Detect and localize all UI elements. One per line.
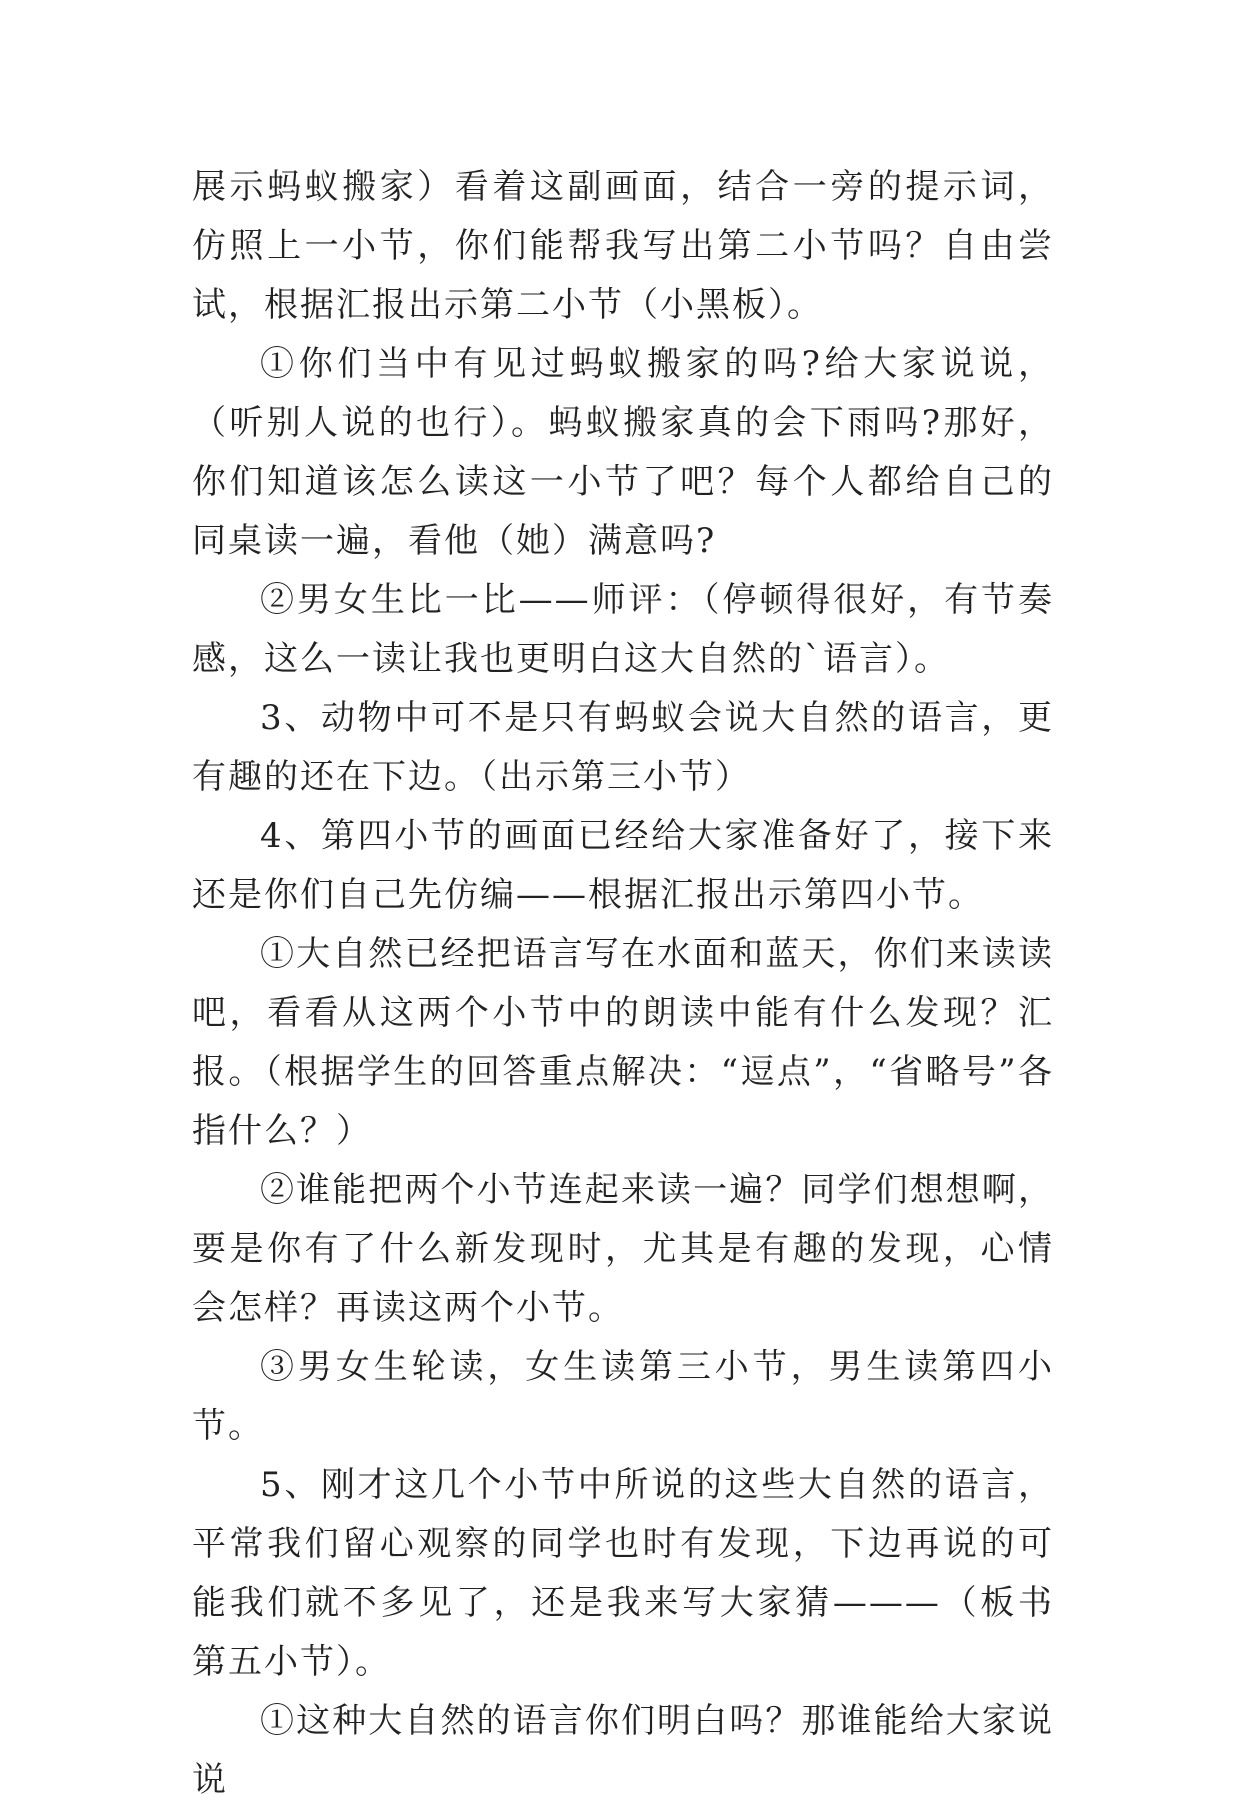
document-body <box>192 158 1054 1810</box>
paragraph-5: 4、第四小节的画面已经给大家准备好了，接下来还是你们自己先仿编——根据汇报出示第四小节。 <box>192 816 1054 915</box>
paragraph-3: ②男女生比一比——师评：（停顿得很好，有节奏感，这么一读让我也更明白这大自然的`语言）。 <box>192 580 1054 679</box>
paragraph-2: ①你们当中有见过蚂蚁搬家的吗?给大家说说，（听别人说的也行）。蚂蚁搬家真的会下雨吗?那好，你们知道该怎么读这一小节了吧？每个人都给自己的同桌读一遍，看他（她）满意吗? <box>192 344 1054 561</box>
paragraph-6: ①大自然已经把语言写在水面和蓝天，你们来读读吧，看看从这两个小节中的朗读中能有什么发现？汇报。（根据学生的回答重点解决：“逗点”，“省略号”各指什么？） <box>192 934 1054 1151</box>
paragraph-4: 3、动物中可不是只有蚂蚁会说大自然的语言，更有趣的还在下边。（出示第三小节） <box>192 698 1054 797</box>
paragraph-10: ①这种大自然的语言你们明白吗？那谁能给大家说说 <box>192 1701 1054 1800</box>
paragraph-8: ③男女生轮读，女生读第三小节，男生读第四小节。 <box>192 1347 1054 1446</box>
paragraph-7: ②谁能把两个小节连起来读一遍？同学们想想啊，要是你有了什么新发现时，尤其是有趣的发现，心情会怎样？再读这两个小节。 <box>192 1170 1054 1328</box>
paragraph-1: 展示蚂蚁搬家）看着这副画面，结合一旁的提示词，仿照上一小节，你们能帮我写出第二小节吗？自由尝试，根据汇报出示第二小节（小黑板）。 <box>192 167 1054 325</box>
paragraph-9: 5、刚才这几个小节中所说的这些大自然的语言，平常我们留心观察的同学也时有发现，下边再说的可能我们就不多见了，还是我来写大家猜———（板书第五小节）。 <box>192 1465 1054 1682</box>
